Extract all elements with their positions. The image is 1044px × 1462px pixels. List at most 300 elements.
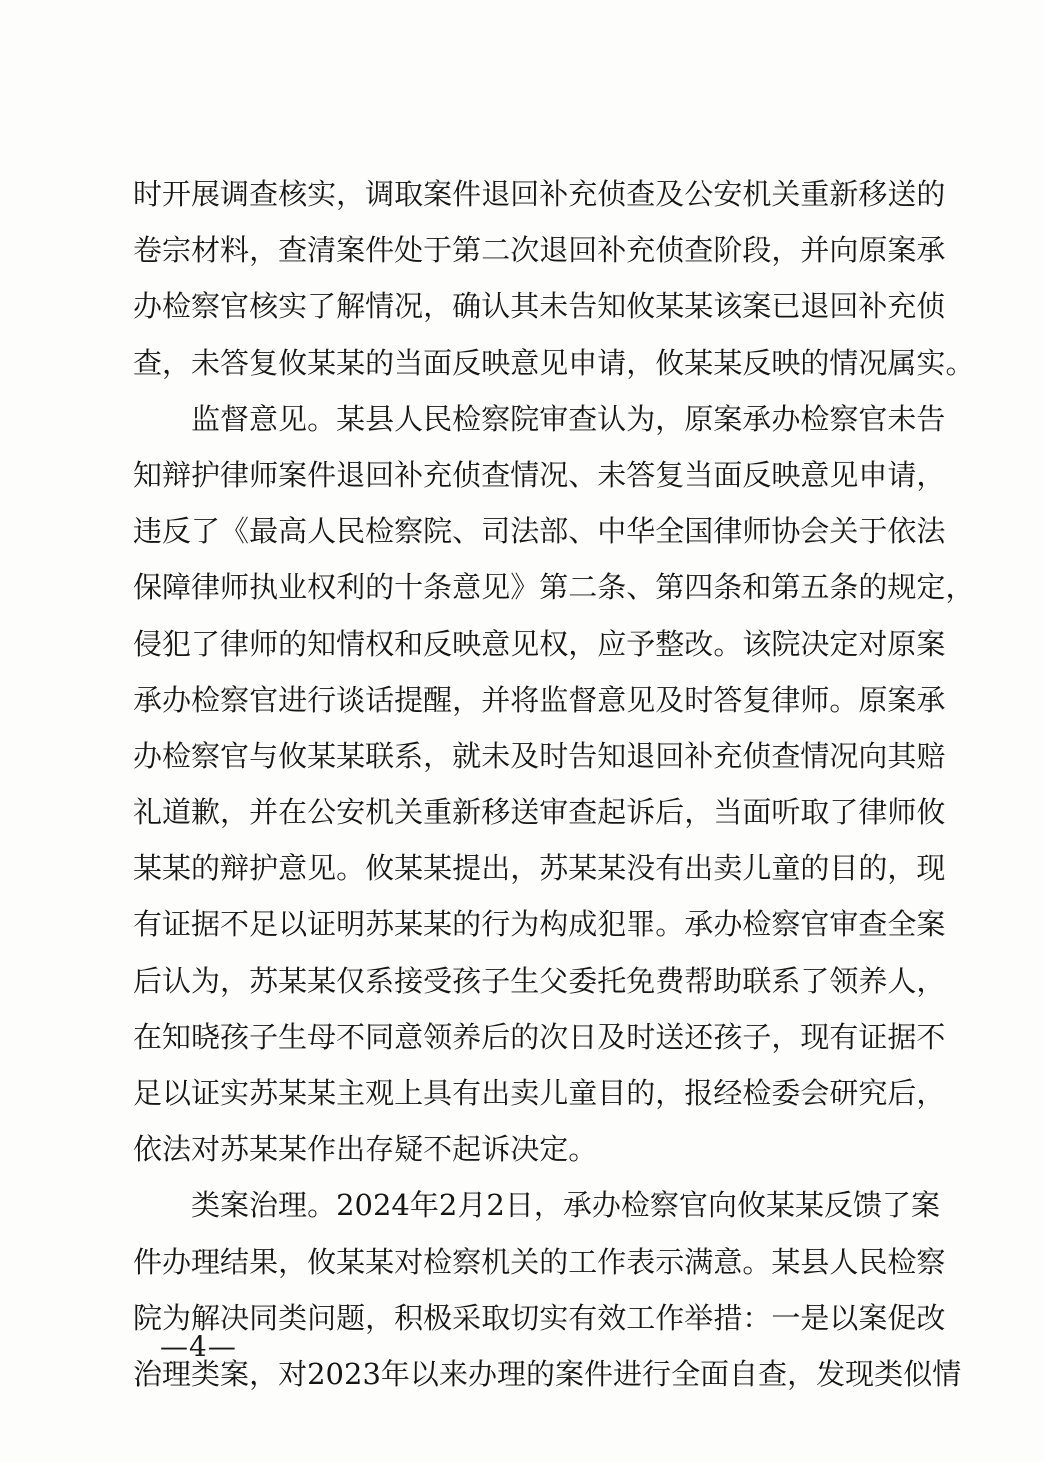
text-glyph: 见 xyxy=(829,457,859,492)
text-glyph: 承 xyxy=(684,907,714,942)
text-glyph: 查 xyxy=(278,233,308,268)
text-glyph: 类 xyxy=(278,1300,308,1335)
text-glyph: 该 xyxy=(713,289,743,324)
text-glyph: 查 xyxy=(568,795,598,830)
text-glyph: 保 xyxy=(133,570,163,605)
text-glyph: 为 xyxy=(510,907,540,942)
text-glyph: 领 xyxy=(423,1019,453,1054)
text-glyph: 示 xyxy=(655,1244,685,1279)
text-glyph: 以 xyxy=(409,1356,439,1391)
text-glyph: ， xyxy=(278,1244,308,1279)
text-glyph: 见 xyxy=(481,570,511,605)
text-glyph: 调 xyxy=(365,177,395,211)
text-glyph: ： xyxy=(742,1300,772,1335)
text-glyph: 案 xyxy=(220,1356,250,1391)
text-glyph: 。 xyxy=(307,401,337,436)
text-glyph: 在 xyxy=(278,795,308,830)
text-glyph: 师 xyxy=(887,795,917,830)
text-glyph: 察 xyxy=(191,738,221,773)
text-glyph: 送 xyxy=(510,795,540,830)
text-glyph: ， xyxy=(655,1076,685,1110)
text-glyph: 目 xyxy=(829,851,859,886)
text-glyph: 检 xyxy=(742,1076,772,1110)
text-glyph: 据 xyxy=(191,907,221,942)
text-glyph: 主 xyxy=(336,1076,366,1110)
text-glyph: 不 xyxy=(916,1019,946,1054)
text-glyph: 为 xyxy=(626,401,656,436)
page-number: —4— xyxy=(160,1330,237,1363)
text-glyph: 苏 xyxy=(539,851,569,886)
text-glyph: 的 xyxy=(539,1244,569,1279)
text-glyph: 复 xyxy=(249,345,279,380)
text-glyph: 知 xyxy=(133,457,163,492)
text-glyph: 请 xyxy=(887,457,917,492)
text-glyph: 免 xyxy=(626,963,656,998)
text-glyph: 的 xyxy=(365,570,395,605)
text-glyph: 措 xyxy=(713,1300,743,1335)
text-glyph: 院 xyxy=(423,514,453,549)
text-glyph: 领 xyxy=(829,963,859,998)
text-glyph: 告 xyxy=(916,401,946,436)
text-glyph: 定 xyxy=(539,1132,569,1167)
text-glyph: 案 xyxy=(742,289,772,324)
text-glyph: 次 xyxy=(539,1019,569,1054)
text-glyph: 情 xyxy=(932,1356,962,1391)
text-glyph: 四 xyxy=(684,570,714,605)
text-glyph: 况 xyxy=(394,289,424,324)
text-glyph: 某 xyxy=(765,1188,795,1223)
text-glyph: 具 xyxy=(423,1076,453,1110)
text-glyph: 某 xyxy=(394,907,424,942)
text-glyph: 未 xyxy=(191,345,221,380)
text-glyph: 察 xyxy=(452,1244,482,1279)
text-glyph: 未 xyxy=(597,457,627,492)
text-glyph: 重 xyxy=(423,795,453,830)
text-glyph: 知 xyxy=(307,626,337,661)
text-glyph: 现 xyxy=(916,851,946,886)
text-glyph: 和 xyxy=(394,626,424,661)
text-glyph: 2023 xyxy=(307,1356,381,1391)
text-glyph: 官 xyxy=(220,289,250,324)
text-line xyxy=(133,1121,933,1177)
text-glyph: 案 xyxy=(911,1188,941,1223)
text-glyph: 监 xyxy=(539,682,569,717)
text-glyph: 案 xyxy=(916,907,946,942)
text-glyph: 核 xyxy=(278,177,308,211)
text-glyph: 类 xyxy=(191,1188,221,1223)
text-glyph: 出 xyxy=(684,851,714,886)
text-glyph: 送 xyxy=(887,177,917,211)
text-glyph: 犯 xyxy=(597,907,627,942)
text-line xyxy=(133,503,946,559)
text-glyph: 后 xyxy=(887,1076,917,1110)
text-glyph: 认 xyxy=(597,401,627,436)
text-glyph: 子 xyxy=(742,1019,772,1054)
text-glyph: 的 xyxy=(452,907,482,942)
text-glyph: 情 xyxy=(829,345,859,380)
text-glyph: 十 xyxy=(394,570,424,605)
text-glyph: 当 xyxy=(394,345,424,380)
text-glyph: 类 xyxy=(874,1356,904,1391)
text-glyph: ， xyxy=(568,626,598,661)
text-glyph: 提 xyxy=(394,682,424,717)
text-glyph: 时 xyxy=(626,1019,656,1054)
text-glyph: 审 xyxy=(539,401,569,436)
text-glyph: 律 xyxy=(191,570,221,605)
text-glyph: 提 xyxy=(452,851,482,886)
text-line xyxy=(133,222,946,278)
text-glyph: 取 xyxy=(481,1300,511,1335)
text-glyph: 民 xyxy=(423,401,453,436)
text-glyph: 当 xyxy=(684,457,714,492)
text-glyph: 采 xyxy=(452,1300,482,1335)
text-glyph: 辩 xyxy=(220,851,250,886)
text-glyph: 察 xyxy=(394,514,424,549)
text-glyph: 师 xyxy=(800,682,830,717)
text-glyph: 未 xyxy=(887,401,917,436)
text-line xyxy=(133,672,946,728)
text-glyph: 现 xyxy=(845,1356,875,1391)
text-glyph: 二 xyxy=(481,233,511,268)
text-glyph: 权 xyxy=(307,570,337,605)
text-glyph: 处 xyxy=(394,233,424,268)
text-line xyxy=(133,166,946,222)
text-glyph: 知 xyxy=(597,289,627,324)
text-glyph: 时 xyxy=(133,177,163,211)
text-glyph: 攸 xyxy=(916,795,946,830)
text-glyph: ， xyxy=(220,963,250,998)
text-glyph: 民 xyxy=(336,514,366,549)
text-glyph: ， xyxy=(249,1356,279,1391)
text-glyph: 该 xyxy=(742,626,772,661)
text-glyph: 帮 xyxy=(684,963,714,998)
text-glyph: 补 xyxy=(597,233,627,268)
text-glyph: 机 xyxy=(742,177,772,211)
text-glyph: 不 xyxy=(423,1132,453,1167)
text-glyph: 研 xyxy=(829,1076,859,1110)
text-glyph: 定 xyxy=(829,626,859,661)
text-glyph: 某 xyxy=(307,738,337,773)
text-glyph: 了 xyxy=(191,626,221,661)
text-glyph: 补 xyxy=(539,177,569,211)
text-glyph: 报 xyxy=(684,1076,714,1110)
text-line xyxy=(133,728,946,784)
text-glyph: 攸 xyxy=(307,1244,337,1279)
text-glyph: 况 xyxy=(858,345,888,380)
text-glyph: 犯 xyxy=(162,626,192,661)
text-glyph: 实 xyxy=(916,345,946,380)
text-glyph: ， xyxy=(771,233,801,268)
text-glyph: 案 xyxy=(858,1300,888,1335)
text-glyph: 案 xyxy=(713,401,743,436)
text-line xyxy=(133,1346,962,1402)
text-glyph: 师 xyxy=(742,514,772,549)
text-glyph: 权 xyxy=(365,626,395,661)
text-glyph: 某 xyxy=(336,738,366,773)
text-glyph: 某 xyxy=(249,1132,279,1167)
text-glyph: 申 xyxy=(858,457,888,492)
text-glyph: 取 xyxy=(800,795,830,830)
text-glyph: 》 xyxy=(510,570,540,605)
text-glyph: 查 xyxy=(133,345,163,380)
text-glyph: 办 xyxy=(591,1188,621,1223)
text-glyph: 某 xyxy=(278,963,308,998)
text-glyph: 表 xyxy=(626,1244,656,1279)
text-line xyxy=(133,953,946,1009)
text-glyph: 官 xyxy=(220,738,250,773)
text-glyph: 并 xyxy=(800,233,830,268)
text-glyph: 退 xyxy=(626,738,656,773)
text-glyph: 属 xyxy=(887,345,917,380)
text-glyph: 公 xyxy=(307,795,337,830)
text-glyph: 为 xyxy=(191,963,221,998)
text-glyph: 儿 xyxy=(742,851,772,886)
text-glyph: 案 xyxy=(423,177,453,211)
text-glyph: 侵 xyxy=(133,626,163,661)
text-glyph: 第 xyxy=(655,570,685,605)
text-glyph: 人 xyxy=(829,1244,859,1279)
text-glyph: 检 xyxy=(742,907,772,942)
text-glyph: 类 xyxy=(191,1356,221,1391)
text-glyph: 情 xyxy=(510,457,540,492)
text-glyph: 情 xyxy=(336,626,366,661)
text-glyph: 某 xyxy=(713,345,743,380)
text-glyph: 二 xyxy=(568,570,598,605)
text-glyph: 的 xyxy=(858,851,888,886)
text-glyph: 未 xyxy=(481,738,511,773)
text-glyph: 知 xyxy=(162,1019,192,1054)
text-glyph: 师 xyxy=(249,457,279,492)
text-glyph: 承 xyxy=(916,233,946,268)
text-glyph: 院 xyxy=(771,626,801,661)
text-glyph: 促 xyxy=(887,1300,917,1335)
text-glyph: 目 xyxy=(597,1076,627,1110)
text-glyph: 认 xyxy=(162,963,192,998)
text-glyph: 障 xyxy=(162,570,192,605)
text-glyph: 某 xyxy=(307,345,337,380)
text-glyph: 业 xyxy=(278,570,308,605)
text-glyph: 及 xyxy=(655,177,685,211)
text-glyph: 、 xyxy=(568,457,598,492)
text-glyph: 况 xyxy=(539,457,569,492)
text-glyph: 会 xyxy=(800,514,830,549)
text-glyph: 关 xyxy=(771,177,801,211)
text-glyph: 没 xyxy=(626,851,656,886)
text-glyph: ， xyxy=(916,963,946,998)
text-glyph: 映 xyxy=(452,626,482,661)
text-glyph: 诉 xyxy=(481,1132,511,1167)
text-glyph: 醒 xyxy=(423,682,453,717)
text-glyph: 院 xyxy=(133,1300,163,1335)
text-glyph: 补 xyxy=(858,289,888,324)
text-glyph: 件 xyxy=(307,457,337,492)
text-glyph: 自 xyxy=(729,1356,759,1391)
text-glyph: 作 xyxy=(655,1300,685,1335)
text-glyph: 复 xyxy=(742,682,772,717)
text-glyph: 某 xyxy=(278,1076,308,1110)
text-glyph: ， xyxy=(787,1356,817,1391)
text-glyph: 某 xyxy=(423,907,453,942)
text-glyph: 反 xyxy=(452,345,482,380)
text-glyph: 2024 xyxy=(336,1188,410,1223)
text-glyph: 移 xyxy=(481,795,511,830)
text-glyph: 材 xyxy=(191,233,221,268)
text-glyph: 并 xyxy=(249,795,279,830)
text-glyph: 退 xyxy=(336,457,366,492)
text-glyph: 送 xyxy=(655,1019,685,1054)
text-glyph: 在 xyxy=(133,1019,163,1054)
text-glyph: 官 xyxy=(249,682,279,717)
text-glyph: 检 xyxy=(452,401,482,436)
text-glyph: 实 xyxy=(278,289,308,324)
text-glyph: 利 xyxy=(336,570,366,605)
text-glyph: 的 xyxy=(800,345,830,380)
text-glyph: 委 xyxy=(771,1076,801,1110)
text-glyph: 原 xyxy=(684,401,714,436)
text-glyph: 师 xyxy=(249,626,279,661)
text-glyph: 案 xyxy=(887,682,917,717)
text-glyph: ， xyxy=(162,345,192,380)
text-glyph: 某 xyxy=(684,345,714,380)
text-glyph: 侦 xyxy=(916,289,946,324)
text-glyph: 件 xyxy=(133,1244,163,1279)
text-glyph: 证 xyxy=(162,907,192,942)
text-glyph: 并 xyxy=(481,682,511,717)
text-glyph: 孩 xyxy=(452,963,482,998)
text-glyph: 面 xyxy=(713,457,743,492)
text-glyph: 与 xyxy=(249,738,279,773)
text-glyph: 侦 xyxy=(452,457,482,492)
text-glyph: 回 xyxy=(568,233,598,268)
text-glyph: 作 xyxy=(307,1132,337,1167)
text-glyph: 新 xyxy=(829,177,859,211)
text-glyph: 反 xyxy=(423,626,453,661)
text-line xyxy=(133,1234,946,1290)
text-glyph: 极 xyxy=(423,1300,453,1335)
text-glyph: 审 xyxy=(539,795,569,830)
text-glyph: 某 xyxy=(278,1132,308,1167)
text-glyph: 安 xyxy=(713,177,743,211)
text-glyph: 办 xyxy=(162,1244,192,1279)
text-glyph: 案 xyxy=(336,233,366,268)
text-glyph: 子 xyxy=(249,1019,279,1054)
text-glyph: 进 xyxy=(278,682,308,717)
text-glyph: 有 xyxy=(452,1076,482,1110)
text-glyph: 助 xyxy=(713,963,743,998)
text-glyph: 其 xyxy=(510,289,540,324)
text-glyph: 苏 xyxy=(249,963,279,998)
text-glyph: 察 xyxy=(220,682,250,717)
text-glyph: 整 xyxy=(655,626,685,661)
text-glyph: 攸 xyxy=(736,1188,766,1223)
text-glyph: 某 xyxy=(162,851,192,886)
text-glyph: ， xyxy=(365,1300,395,1335)
text-glyph: 侦 xyxy=(597,177,627,211)
text-glyph: 工 xyxy=(568,1244,598,1279)
text-glyph: 出 xyxy=(336,1132,366,1167)
text-glyph: 华 xyxy=(626,514,656,549)
text-glyph: 出 xyxy=(481,851,511,886)
text-glyph: 某 xyxy=(307,963,337,998)
text-glyph: 话 xyxy=(365,682,395,717)
text-glyph: 童 xyxy=(568,1076,598,1110)
text-glyph: 卖 xyxy=(510,1076,540,1110)
text-glyph: 补 xyxy=(394,457,424,492)
text-glyph: 还 xyxy=(684,1019,714,1054)
text-glyph: 。 xyxy=(713,626,743,661)
text-glyph: 案 xyxy=(220,1188,250,1223)
text-glyph: 面 xyxy=(423,345,453,380)
text-glyph: 实 xyxy=(539,1300,569,1335)
text-glyph: 条 xyxy=(423,570,453,605)
text-glyph: 督 xyxy=(568,682,598,717)
text-glyph: ， xyxy=(655,401,685,436)
text-glyph: 料 xyxy=(220,233,250,268)
text-glyph: 人 xyxy=(887,963,917,998)
text-glyph: 县 xyxy=(800,1244,830,1279)
text-glyph: 作 xyxy=(597,1244,627,1279)
text-glyph: 第 xyxy=(771,570,801,605)
text-glyph: 第 xyxy=(539,570,569,605)
text-glyph: 退 xyxy=(800,289,830,324)
text-glyph: 某 xyxy=(133,851,163,886)
text-glyph: 证 xyxy=(858,1019,888,1054)
text-glyph: 、 xyxy=(452,514,482,549)
text-glyph: 官 xyxy=(858,401,888,436)
text-glyph: 承 xyxy=(562,1188,592,1223)
text-glyph: 。 xyxy=(307,1188,337,1223)
text-glyph: 意 xyxy=(278,851,308,886)
text-glyph: 核 xyxy=(249,289,279,324)
text-glyph: 重 xyxy=(800,177,830,211)
text-glyph: 法 xyxy=(916,514,946,549)
text-glyph: 了 xyxy=(800,963,830,998)
text-glyph: 了 xyxy=(829,795,859,830)
text-line xyxy=(133,896,946,952)
text-glyph: 苏 xyxy=(249,1076,279,1110)
text-glyph: 全 xyxy=(671,1356,701,1391)
text-glyph: 映 xyxy=(481,345,511,380)
text-glyph: 案 xyxy=(887,233,917,268)
text-glyph: 后 xyxy=(133,963,163,998)
text-glyph: 果 xyxy=(249,1244,279,1279)
text-glyph: 认 xyxy=(481,289,511,324)
text-glyph: 为 xyxy=(162,1300,192,1335)
text-glyph: 改 xyxy=(916,1300,946,1335)
text-glyph: 父 xyxy=(539,963,569,998)
text-glyph: 谈 xyxy=(336,682,366,717)
text-glyph: ， xyxy=(684,795,714,830)
text-glyph: 解 xyxy=(191,1300,221,1335)
text-glyph: 卷 xyxy=(133,233,163,268)
text-glyph: 答 xyxy=(626,457,656,492)
text-glyph: 的 xyxy=(525,1356,555,1391)
text-glyph: 向 xyxy=(707,1188,737,1223)
text-glyph: 法 xyxy=(510,514,540,549)
text-glyph: 机 xyxy=(481,1244,511,1279)
text-glyph: 原 xyxy=(858,682,888,717)
text-glyph: 时 xyxy=(539,738,569,773)
text-glyph: 同 xyxy=(365,1019,395,1054)
text-glyph: 况 xyxy=(829,738,859,773)
text-glyph: 决 xyxy=(800,626,830,661)
text-glyph: 情 xyxy=(365,289,395,324)
text-glyph: 的 xyxy=(191,851,221,886)
text-glyph: 某 xyxy=(365,1244,395,1279)
text-glyph: 日 xyxy=(568,1019,598,1054)
text-glyph: 题 xyxy=(336,1300,366,1335)
text-glyph: 某 xyxy=(684,289,714,324)
